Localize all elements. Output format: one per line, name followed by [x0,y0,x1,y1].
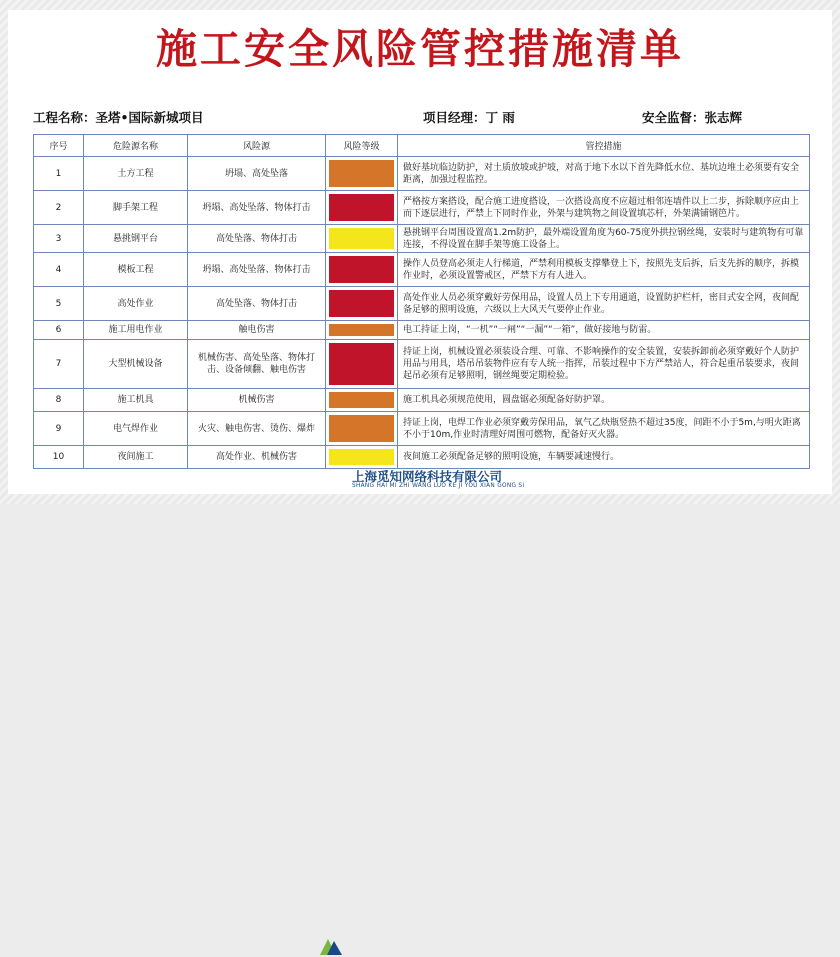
risk-level-swatch [329,256,394,283]
table-row [34,412,810,446]
table-row [34,321,810,340]
cell-no: 4 [34,253,84,287]
table-row [34,191,810,225]
table-row [34,157,810,191]
cell-hazard-name: 高处作业 [84,287,188,321]
risk-level-swatch [329,228,394,249]
risk-control-table [33,134,810,469]
cell-no: 1 [34,157,84,191]
cell-risk-level [326,321,398,340]
header-hazard-name: 危险源名称 [84,135,188,157]
project-value: 圣塔•国际新城项目 [95,110,204,125]
cell-risk-level [326,412,398,446]
cell-no: 9 [34,412,84,446]
cell-risk-level [326,287,398,321]
project-info [33,108,204,126]
cell-risk-source: 坍塌、高处坠落、物体打击 [188,253,326,287]
risk-level-swatch [329,194,394,221]
cell-control-measure: 夜间施工必须配备足够的照明设施，车辆要减速慢行。 [398,446,810,469]
cell-hazard-name: 夜间施工 [84,446,188,469]
table-header-row [34,135,810,157]
cell-risk-source: 火灾、触电伤害、烫伤、爆炸 [188,412,326,446]
cell-no: 8 [34,389,84,412]
cell-control-measure: 操作人员登高必须走人行梯道，严禁利用模板支撑攀登上下，按照先支后拆，后支先拆的顺序，拆模作业时，必须设置警戒区，严禁下方有人进入。 [398,253,810,287]
risk-level-swatch [329,290,394,317]
manager-value: 丁 雨 [485,110,515,125]
cell-hazard-name: 土方工程 [84,157,188,191]
cell-risk-source: 机械伤害、高处坠落、物体打击、设备倾翻、触电伤害 [188,340,326,389]
header-control-measures: 管控措施 [398,135,810,157]
cell-no: 7 [34,340,84,389]
cell-risk-level [326,389,398,412]
risk-level-swatch [329,449,394,465]
cell-control-measure: 持证上岗，机械设置必须装设合理、可靠、不影响操作的安全装置，安装拆卸前必须穿戴好个人防护用品与用具，塔吊吊装物件应有专人统一指挥，吊装过程中下方严禁站人，符合起重吊装要求，夜间起吊必须有足够照明，钢丝绳要定期检验。 [398,340,810,389]
company-logo-icon [318,933,344,957]
cell-risk-source: 坍塌、高处坠落、物体打击 [188,191,326,225]
cell-hazard-name: 悬挑钢平台 [84,225,188,253]
cell-no: 6 [34,321,84,340]
supervisor-label: 安全监督： [642,110,705,125]
cell-control-measure: 悬挑钢平台周围设置高1.2m防护，最外端设置角度为60-75度外拱拉钢丝绳，安装时与建筑物有可靠连接，不得设置在脚手架等施工设备上。 [398,225,810,253]
cell-risk-source: 高处坠落、物体打击 [188,225,326,253]
cell-risk-source: 机械伤害 [188,389,326,412]
company-name-pinyin: SHANG HAI MI ZHI WANG LUO KE JI YOU XIAN GONG SI [352,483,525,489]
table-row [34,253,810,287]
cell-risk-source: 高处坠落、物体打击 [188,287,326,321]
header-risk-level: 风险等级 [326,135,398,157]
company-name: 上海觅知网络科技有限公司 [352,469,503,484]
risk-level-swatch [329,415,394,442]
cell-risk-level [326,340,398,389]
cell-hazard-name: 模板工程 [84,253,188,287]
cell-control-measure: 高处作业人员必须穿戴好劳保用品，设置人员上下专用通道，设置防护栏杆，密目式安全网，夜间配备足够的照明设施，六级以上大风天气要停止作业。 [398,287,810,321]
cell-risk-source: 触电伤害 [188,321,326,340]
cell-control-measure: 严格按方案搭设，配合施工进度搭设，一次搭设高度不应超过相邻连墙件以上二步，拆除顺序应由上而下逐层进行，严禁上下同时作业，外架与建筑物之间设置填芯杆，外架满铺钢笆片。 [398,191,810,225]
header-no: 序号 [34,135,84,157]
cell-control-measure: 施工机具必须规范使用，圆盘锯必须配备好防护罩。 [398,389,810,412]
table-row [34,389,810,412]
cell-hazard-name: 施工机具 [84,389,188,412]
cell-no: 3 [34,225,84,253]
supervisor-info [642,108,742,126]
cell-risk-level [326,157,398,191]
cell-hazard-name: 脚手架工程 [84,191,188,225]
cell-control-measure: 做好基坑临边防护，对土质放坡或护坡，对高于地下水以下首先降低水位、基坑边堆土必须要有安全距离，加强过程监控。 [398,157,810,191]
cell-hazard-name: 大型机械设备 [84,340,188,389]
cell-no: 10 [34,446,84,469]
cell-control-measure: 持证上岗，电焊工作业必须穿戴劳保用品，氧气乙炔瓶竖热不超过35度，间距不小于5m,与明火距离不小于10m,作业时清理好周围可燃物，配备好灭火器。 [398,412,810,446]
cell-hazard-name: 电气焊作业 [84,412,188,446]
header-risk-source: 风险源 [188,135,326,157]
cell-risk-level [326,225,398,253]
cell-hazard-name: 施工用电作业 [84,321,188,340]
cell-risk-source: 高处作业、机械伤害 [188,446,326,469]
cell-no: 2 [34,191,84,225]
page-title: 施工安全风险管控措施清单 [156,25,684,73]
manager-info [423,108,515,126]
cell-control-measure: 电工持证上岗，“一机”“一闸”“一漏”“一箱”，做好接地与防雷。 [398,321,810,340]
table-row [34,287,810,321]
cell-risk-source: 坍塌、高处坠落 [188,157,326,191]
cell-risk-level [326,191,398,225]
project-label: 工程名称： [33,110,96,125]
cell-risk-level [326,253,398,287]
risk-level-swatch [329,324,394,336]
table-row [34,340,810,389]
risk-level-swatch [329,160,394,187]
cell-no: 5 [34,287,84,321]
supervisor-value: 张志辉 [704,110,743,125]
risk-level-swatch [329,392,394,408]
manager-label: 项目经理： [423,110,486,125]
risk-level-swatch [329,343,394,385]
table-row [34,225,810,253]
